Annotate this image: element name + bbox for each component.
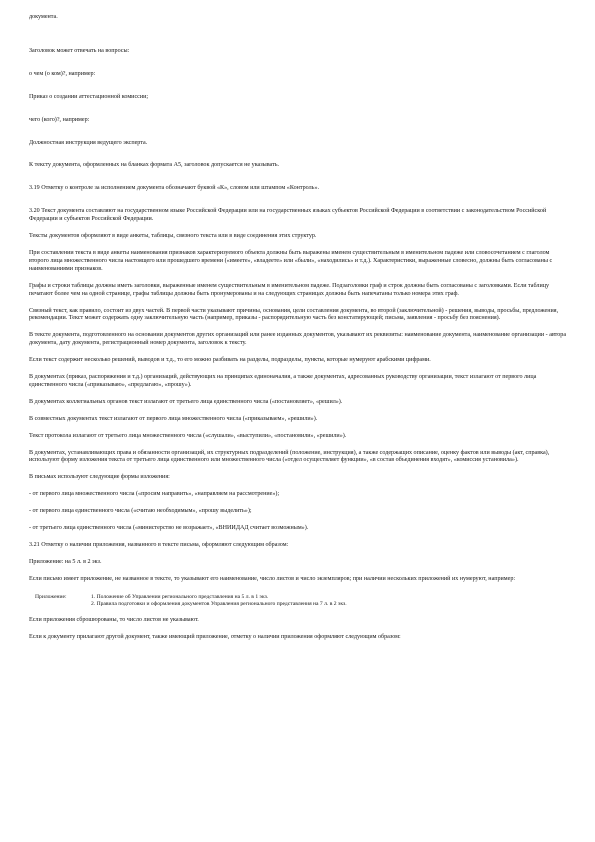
paragraph-nested-appendix: Если к документу прилагают другой документ, также имеющий приложение, отметку о наличии приложения оформляют следующим образом:	[29, 634, 401, 641]
appendix-list-label: Приложение:	[35, 593, 67, 600]
paragraph-about-what: о чем (о ком)?, например:	[29, 70, 96, 77]
paragraph-a5-heading: К тексту документа, оформленных на бланках формата А5, заголовок допускается не указывать.	[29, 162, 280, 169]
paragraph-bound-appendix: Если приложения сброшюрованы, то число листов не указывают.	[29, 617, 199, 624]
paragraph-3-21-appendix: 3.21 Отметку о наличии приложения, названного в тексте письма, оформляют следующим образом:	[29, 542, 289, 548]
paragraph-protocol-text: Текст протокола излагают от третьего лица множественного числа («слушали», «выступили», «постановили», «решили»).	[29, 432, 347, 439]
paragraph-3-20-language: 3.20 Текст документа составляют на государственном языке Российской Федерации или на государственных языках субъектов Российской Федерации в соответствии с законодательством Российской Федерации и субъектов Российской Федерации.	[29, 208, 547, 223]
paragraph-connected-text: Связный текст, как правило, состоит из двух частей. В первой части указывают причины, основания, цели составления документа, во второй (заключительной) - решения, выводы, просьбы, предложения, рекомендации. Текст может содержать одну заключительную часть (например, приказы - распорядительную часть без констатирующей; письма, заявления - просьбу без пояснения).	[29, 307, 559, 322]
paragraph-first-person-singular: В документах (приказ, распоряжения и т.д.) организаций, действующих на принципах единоначалия, а также документах, адресованных руководству организации, текст излагают от первого лица единственного числа («приказываю», «предлагаю», «прошу»).	[29, 374, 537, 388]
paragraph-appendix-example: Приложение: на 5 л. в 2 экз.	[29, 558, 102, 565]
paragraph-other-documents: В тексте документа, подготовленного на основании документов других организаций или ранее изданных документов, указывают их реквизиты: наименование документа, наименование организации - автора документа, дату документа, регистрационный номер документа, заголовок к тексту.	[29, 332, 567, 347]
appendix-list-item: 2. Правила подготовки и оформления документов Управления регионального представления на 7 л. в 2 экз.	[91, 600, 347, 607]
appendix-list-row	[29, 601, 567, 608]
paragraph-document-end: документа.	[29, 14, 58, 20]
paragraph-sections-numbering: Если текст содержит несколько решений, выводов и т.д., то его можно разбивать на разделы, подразделы, пункты, которые нумеруют арабскими цифрами.	[29, 357, 431, 364]
appendix-list-indent	[29, 601, 91, 608]
paragraph-table-headings: Графы и строки таблицы должны иметь заголовки, выраженные именем существительным в именительном падеже. Подзаголовки граф и строк должны быть согласованы с заголовками. Если таблицу печатают более чем на одной странице, графы таблицы должны быть пронумерованы и на следующих страницах должны быть напечатаны только номера этих граф.	[29, 282, 550, 297]
paragraph-letter-forms: В письмах используют следующие формы изложения:	[29, 474, 170, 481]
paragraph-letter-form-3: - от третьего лица единственного числа («министерство не возражает», «ВНИИДАД считает возможным»).	[29, 525, 309, 532]
paragraph-of-what: чего (кого)?, например:	[29, 116, 90, 123]
paragraph-example-order: Приказ о создании аттестационной комиссии;	[29, 93, 149, 100]
paragraph-heading-questions: Заголовок может отвечать на вопросы:	[29, 47, 130, 54]
appendix-list	[29, 594, 567, 608]
appendix-list-item: 1. Положение об Управлении регионального представления на 5 л. в 1 экз.	[91, 593, 269, 600]
paragraph-questionnaire: При составлении текста в виде анкеты наименования признаков характеризуемого объекта должны быть выражены именем существительным в именительном падеже или словосочетанием с глаголом второго лица множественного числа настоящего или прошедшего времени («имеете», «владеете» или «были», «находились» и т.д.). Характеристики, выраженные словесно, должны быть согласованы с наименованиями признаков.	[29, 249, 553, 272]
paragraph-letter-form-2: - от первого лица единственного числа («считаю необходимым», «прошу выделить»);	[29, 508, 252, 515]
paragraph-rights-duties: В документах, устанавливающих права и обязанности организаций, их структурных подразделений (положение, инструкция), а также содержащих описание, оценку фактов или выводы (акт, справка), используют форму изложения текста от третьего лица единственного или множественного числа («отдел осуществляет функции», «в состав объединения входят», «комиссия установила»).	[29, 449, 550, 464]
paragraph-joint-documents: В совместных документах текст излагают от первого лица множественного числа («приказываем», «решили»).	[29, 415, 318, 422]
appendix-list-row	[29, 594, 567, 601]
paragraph-3-19-control: 3.19 Отметку о контроле за исполнением документа обозначают буквой «К», словом или штампом «Контроль».	[29, 185, 320, 192]
paragraph-example-instruction: Должностная инструкция ведущего эксперта.	[29, 139, 148, 146]
paragraph-letter-form-1: - от первого лица множественного числа («просим направить», «направляем на рассмотрение»);	[29, 491, 280, 498]
paragraph-text-structures: Тексты документов оформляют в виде анкеты, таблицы, связного текста или в виде соединения этих структур.	[29, 233, 317, 240]
paragraph-unnamed-appendix: Если письмо имеет приложение, не названное в тексте, то указывают его наименование, число листов и число экземпляров; при наличии нескольких приложений их нумеруют, например:	[29, 575, 516, 582]
paragraph-collegial-bodies: В документах коллегиальных органов текст излагают от третьего лица единственного числа («постановляет», «решил»).	[29, 398, 343, 405]
